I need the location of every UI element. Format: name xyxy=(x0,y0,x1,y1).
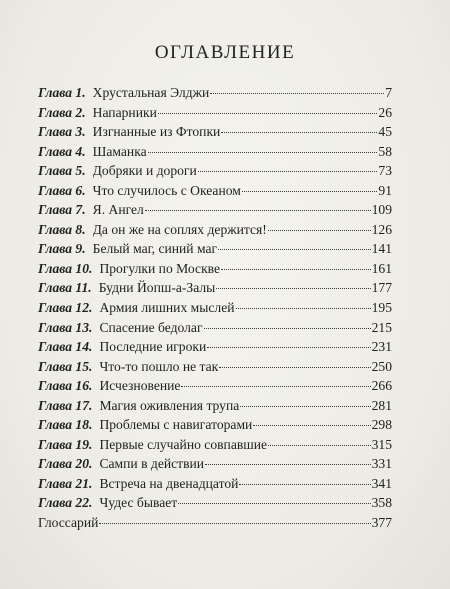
dot-leader xyxy=(239,484,370,485)
chapter-title: Исчезновение xyxy=(99,378,181,394)
page-number: 231 xyxy=(371,339,392,355)
page-number: 7 xyxy=(385,85,392,100)
chapter-title: Встреча на двенадцатой xyxy=(99,475,239,491)
toc-entry xyxy=(38,513,392,533)
dot-leader xyxy=(268,230,371,231)
chapter-number: Глава 4. xyxy=(38,143,86,159)
page-number: 141 xyxy=(371,241,392,257)
toc-entry xyxy=(38,415,392,435)
dot-leader xyxy=(218,249,371,250)
toc-entry xyxy=(38,298,392,318)
chapter-number: Глава 7. xyxy=(38,202,86,218)
dot-leader xyxy=(268,445,371,446)
dot-leader xyxy=(207,347,370,348)
toc-entry xyxy=(38,181,392,201)
dot-leader xyxy=(221,269,371,270)
page-number: 177 xyxy=(371,280,392,296)
page-number: 331 xyxy=(371,456,392,472)
toc-entry xyxy=(38,220,392,240)
page-number: 315 xyxy=(371,436,392,452)
page-number: 26 xyxy=(378,104,392,120)
toc-title: ОГЛАВЛЕНИЕ xyxy=(154,42,296,63)
chapter-title: Я. Ангел xyxy=(92,202,144,218)
toc-entry xyxy=(38,454,392,474)
chapter-number: Глава 20. xyxy=(38,456,93,472)
page-number: 281 xyxy=(371,397,392,413)
dot-leader xyxy=(204,328,371,329)
chapter-title: Белый маг, синий маг xyxy=(92,241,218,257)
dot-leader xyxy=(219,367,370,368)
toc-entry xyxy=(38,493,392,513)
chapter-title: Изгнанные из Фтопки xyxy=(92,124,221,140)
chapter-number: Глава 17. xyxy=(38,397,93,413)
chapter-title: Что случилось с Океаном xyxy=(92,182,241,198)
toc-entry xyxy=(38,474,392,494)
chapter-number: Глава 5. xyxy=(38,163,86,179)
chapter-number: Глава 6. xyxy=(38,182,86,198)
dot-leader xyxy=(158,113,378,114)
dot-leader xyxy=(148,152,378,153)
toc-list xyxy=(38,83,392,533)
chapter-title: Напарники xyxy=(92,104,157,120)
dot-leader xyxy=(253,425,370,426)
chapter-number: Глава 21. xyxy=(38,475,93,491)
page-number: 126 xyxy=(371,221,392,237)
chapter-number: Глава 13. xyxy=(38,319,93,335)
dot-leader xyxy=(240,406,370,407)
chapter-number: Глава 18. xyxy=(38,417,93,433)
page-number: 161 xyxy=(371,260,392,276)
chapter-title: Прогулки по Москве xyxy=(99,260,221,276)
chapter-number: Глава 2. xyxy=(38,104,86,120)
page-number: 91 xyxy=(378,182,392,198)
toc-entry xyxy=(38,318,392,338)
toc-entry xyxy=(38,83,392,103)
chapter-number: Глава 1. xyxy=(38,85,86,100)
toc-entry xyxy=(38,337,392,357)
chapter-number: Глава 8. xyxy=(38,221,86,237)
dot-leader xyxy=(198,171,378,172)
chapter-title: Армия лишних мыслей xyxy=(99,300,235,316)
page-number: 45 xyxy=(378,124,392,140)
chapter-number: Глава 15. xyxy=(38,358,93,374)
chapter-title: Шаманка xyxy=(92,143,147,159)
chapter-number: Глава 3. xyxy=(38,124,86,140)
page-number: 73 xyxy=(378,163,392,179)
chapter-title: Будни Йопш-а-Залы xyxy=(98,280,216,296)
chapter-number: Глава 11. xyxy=(38,280,92,296)
dot-leader xyxy=(178,503,370,504)
dot-leader xyxy=(145,210,371,211)
chapter-title: Хрустальная Элджи xyxy=(92,85,210,100)
page-number: 195 xyxy=(371,300,392,316)
dot-leader xyxy=(99,523,370,524)
page-number: 215 xyxy=(371,319,392,335)
toc-entry xyxy=(38,376,392,396)
toc-entry xyxy=(38,200,392,220)
chapter-title: Проблемы с навигаторами xyxy=(99,417,253,433)
page-number: 109 xyxy=(371,202,392,218)
chapter-number: Глава 16. xyxy=(38,378,93,394)
chapter-title: Что-то пошло не так xyxy=(99,358,219,374)
chapter-title: Сампи в действии xyxy=(99,456,205,472)
page-number: 377 xyxy=(371,515,392,531)
toc-entry xyxy=(38,396,392,416)
chapter-title: Спасение бедолаг xyxy=(99,319,203,335)
chapter-number: Глава 22. xyxy=(38,495,93,511)
dot-leader xyxy=(205,464,371,465)
toc-entry xyxy=(38,142,392,162)
dot-leader xyxy=(181,386,370,387)
chapter-number: Глава 14. xyxy=(38,339,93,355)
toc-entry xyxy=(38,161,392,181)
page-number: 298 xyxy=(371,417,392,433)
chapter-number: Глава 9. xyxy=(38,241,86,257)
dot-leader xyxy=(242,191,378,192)
toc-entry xyxy=(38,435,392,455)
chapter-number: Глава 12. xyxy=(38,300,93,316)
chapter-number: Глава 10. xyxy=(38,260,93,276)
chapter-number: Глава 19. xyxy=(38,436,93,452)
chapter-title: Добряки и дороги xyxy=(92,163,197,179)
dot-leader xyxy=(216,288,370,289)
page-number: 341 xyxy=(371,475,392,491)
chapter-title: Магия оживления трупа xyxy=(99,397,240,413)
toc-entry xyxy=(38,259,392,279)
toc-entry xyxy=(38,122,392,142)
toc-entry xyxy=(38,278,392,298)
page-number: 358 xyxy=(371,495,392,511)
dot-leader xyxy=(236,308,371,309)
toc-entry xyxy=(38,103,392,123)
toc-entry xyxy=(38,239,392,259)
toc-entry xyxy=(38,357,392,377)
page-number: 58 xyxy=(378,143,392,159)
chapter-title: Первые случайно совпавшие xyxy=(99,436,268,452)
chapter-title: Последние игроки xyxy=(99,339,207,355)
dot-leader xyxy=(210,93,384,94)
dot-leader xyxy=(221,132,377,133)
chapter-title: Глоссарий xyxy=(38,515,99,531)
chapter-title: Чудес бывает xyxy=(99,495,178,511)
page-number: 250 xyxy=(371,358,392,374)
chapter-title: Да он же на соплях держится! xyxy=(92,221,267,237)
page-number: 266 xyxy=(371,378,392,394)
